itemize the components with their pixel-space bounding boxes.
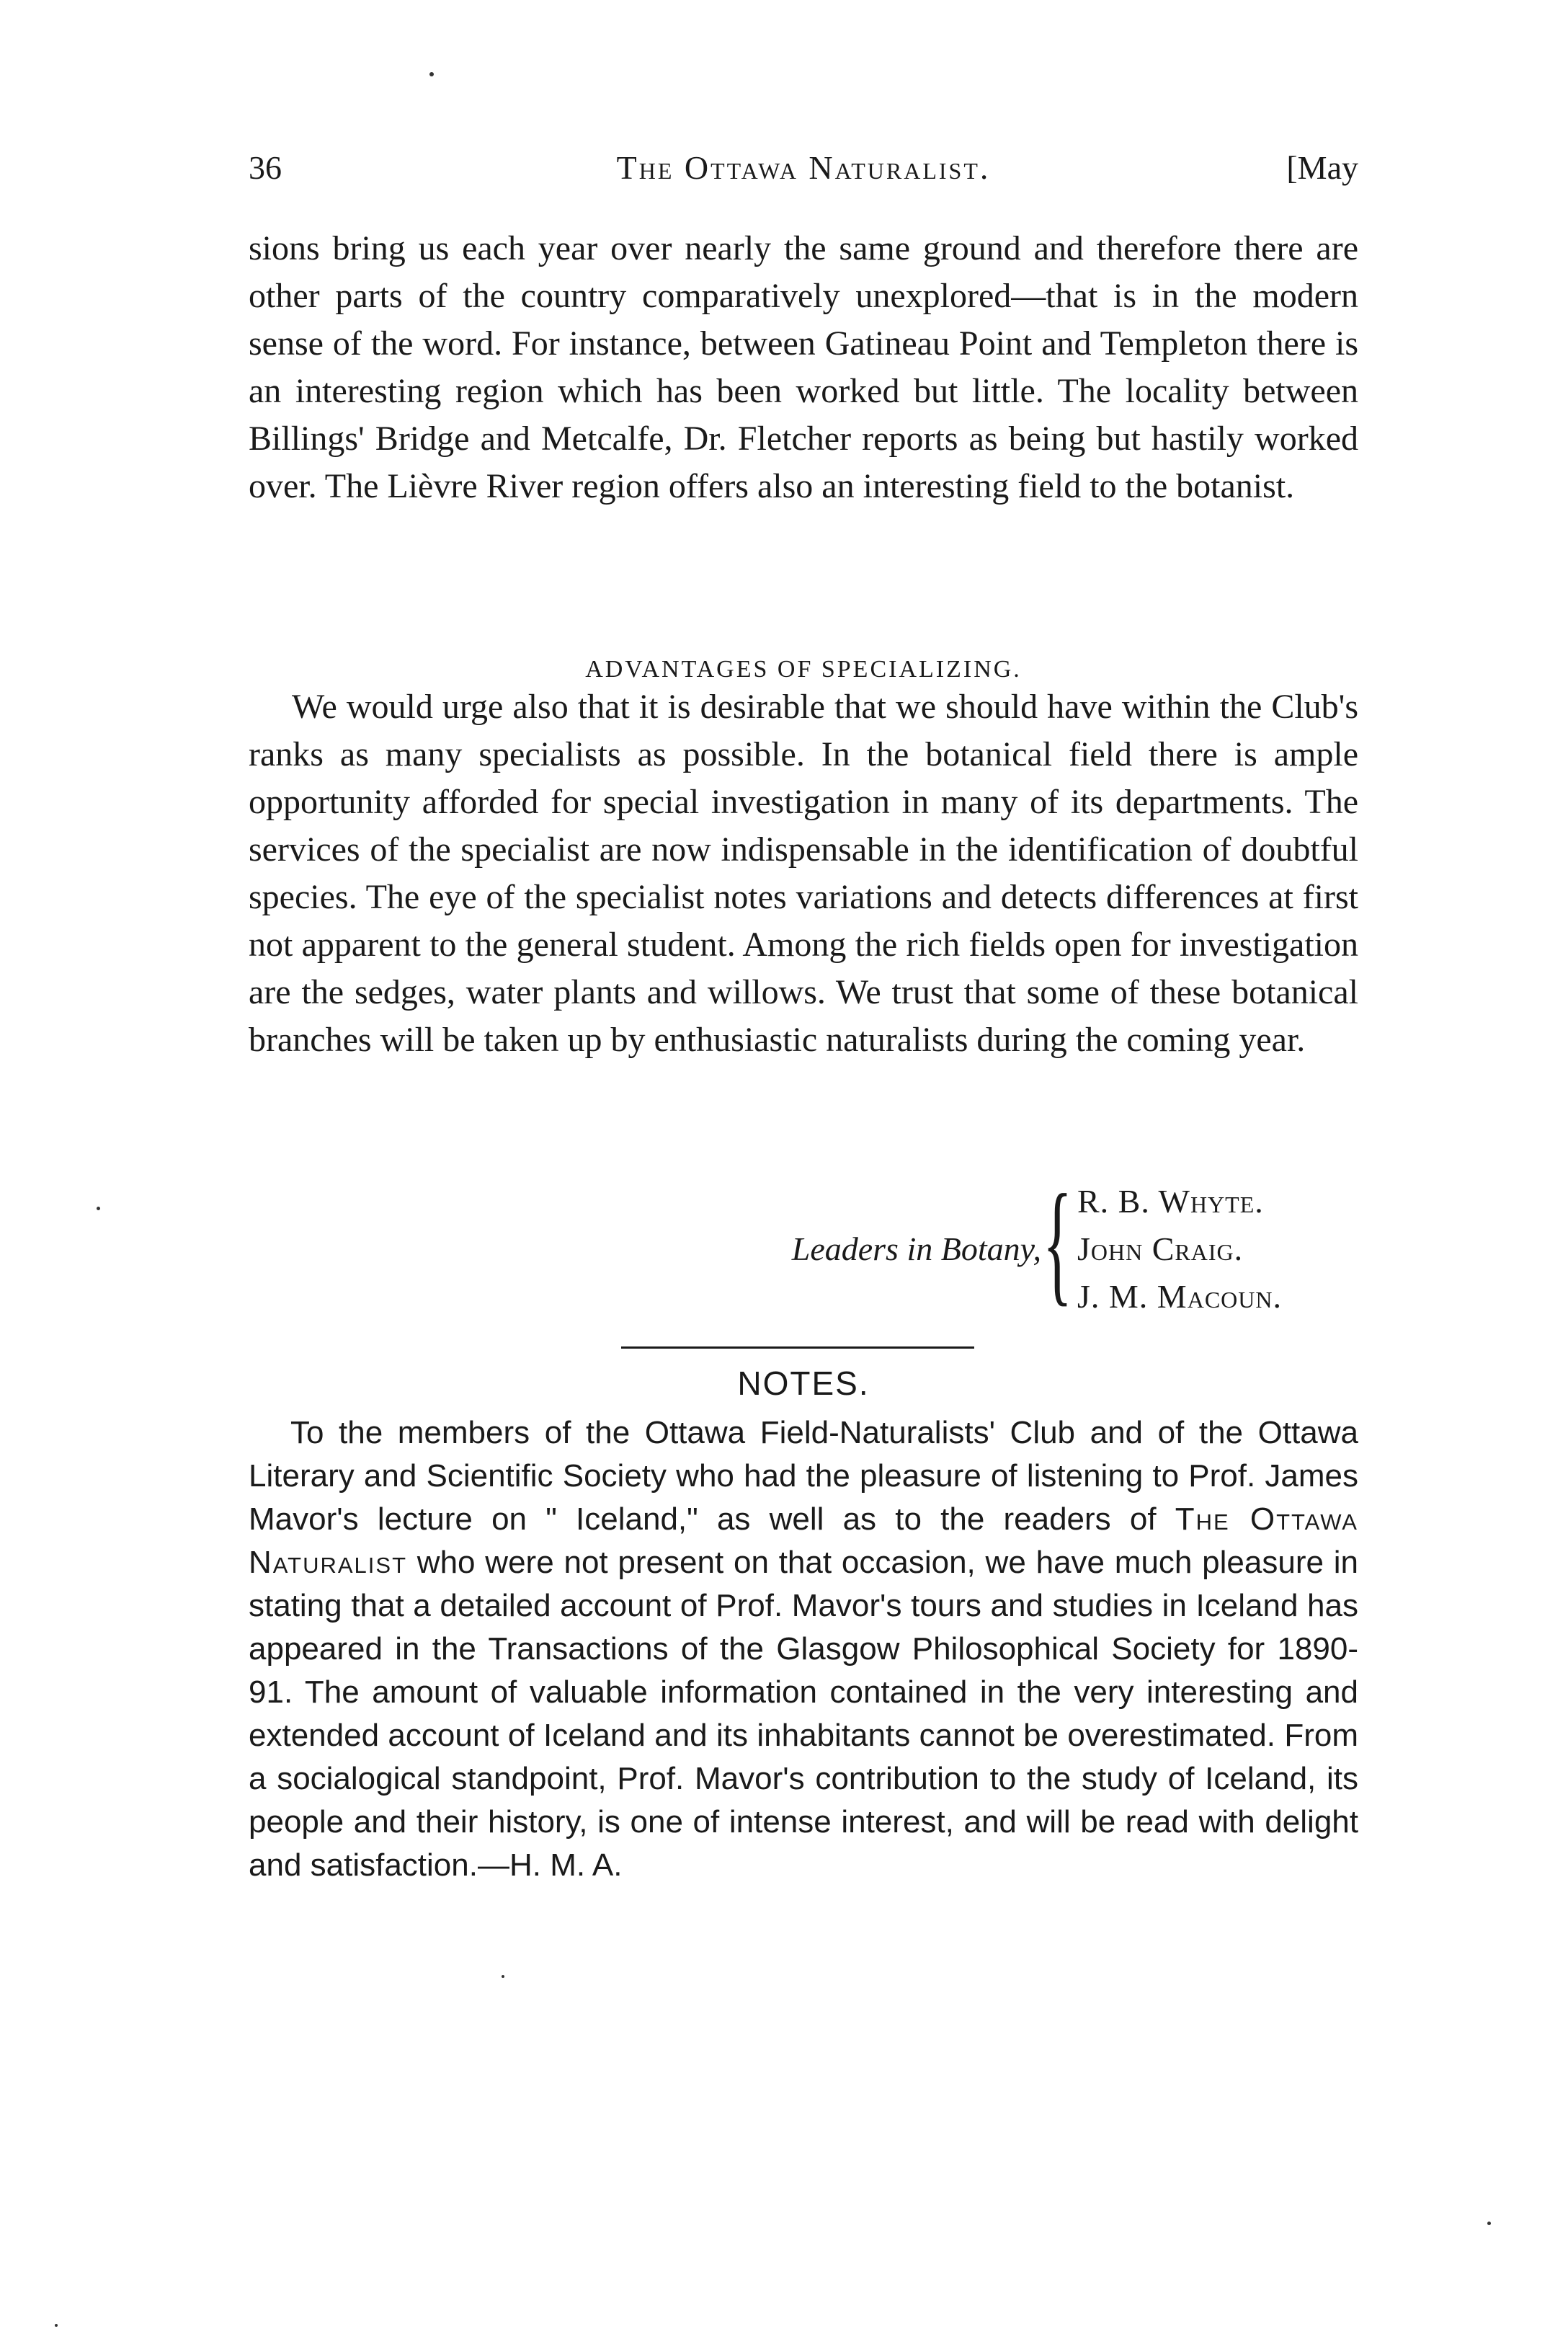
notes-text-part: To the members of the Ottawa Field-Naturalists' Club and of the Ottawa Literary and Scientific Society who had the pleasure of listening to Prof. James Mavor's lecture on " Iceland," as well as to the readers of <box>249 1415 1358 1537</box>
brace-icon: { <box>1043 1167 1073 1318</box>
scan-speck <box>97 1207 100 1210</box>
signature-name: J. M. Macoun. <box>1077 1278 1282 1315</box>
signature-names <box>1077 1178 1282 1321</box>
notes-paragraph <box>249 1411 1358 1887</box>
signature-label: Leaders in Botany, <box>791 1230 1041 1267</box>
scan-speck <box>55 2324 58 2327</box>
running-head <box>249 143 1358 193</box>
section-divider <box>621 1346 974 1349</box>
signature-name: R. B. Whyte. <box>1077 1183 1264 1220</box>
signature-name: John Craig. <box>1077 1230 1244 1267</box>
article-paragraph <box>249 225 1358 510</box>
scan-speck <box>429 72 434 76</box>
notes-heading: NOTES. <box>737 1365 870 1402</box>
journal-name: The Ottawa Naturalist <box>249 1501 1358 1580</box>
page-number: 36 <box>249 149 282 186</box>
notes-text-part: who were not present on that occasion, we have much pleasure in stating that a detailed account of Prof. Mavor's tours and studies in Iceland has appeared in the Transactions of the Glasgow Philosophical Society for 1890-91. The amount of valuable information contained in the very interesting and extended account of Iceland and its inhabitants cannot be overestimated. From a socialogical standpoint, Prof. Mavor's contribution to the study of Iceland, its people and their history, is one of intense interest, and will be read with delight and satisfaction.—H. M. A. <box>249 1545 1358 1883</box>
paragraph-text: sions bring us each year over nearly the same ground and therefore there are other parts of the country comparatively unexplored—that is in the modern sense of the word. For instance, between Gatineau Point and Templeton there is an interesting region which has been worked but little. The locality between Billings' Bridge and Metcalfe, Dr. Fletcher reports as being but hastily worked over. The Lièvre River region offers also an interesting field to the botanist. <box>249 229 1358 505</box>
signature-block <box>249 1167 1358 1329</box>
scan-speck <box>502 1975 504 1978</box>
scan-speck <box>1487 2222 1491 2225</box>
issue-month: [May <box>1286 149 1358 186</box>
section-subheading: ADVANTAGES OF SPECIALIZING. <box>585 656 1022 683</box>
article-paragraph <box>249 683 1358 1064</box>
journal-title: The Ottawa Naturalist. <box>616 149 991 186</box>
paragraph-text: We would urge also that it is desirable that we should have within the Club's ranks as many specialists as possible. In the botanical field there is ample opportunity afforded for special investigation in many of its departments. The services of the specialist are now indispensable in the identification of doubtful species. The eye of the specialist notes variations and detects differences at first not apparent to the general student. Among the rich fields open for investigation are the sedges, water plants and willows. We trust that some of these botanical branches will be taken up by enthusiastic naturalists during the coming year. <box>249 688 1358 1059</box>
